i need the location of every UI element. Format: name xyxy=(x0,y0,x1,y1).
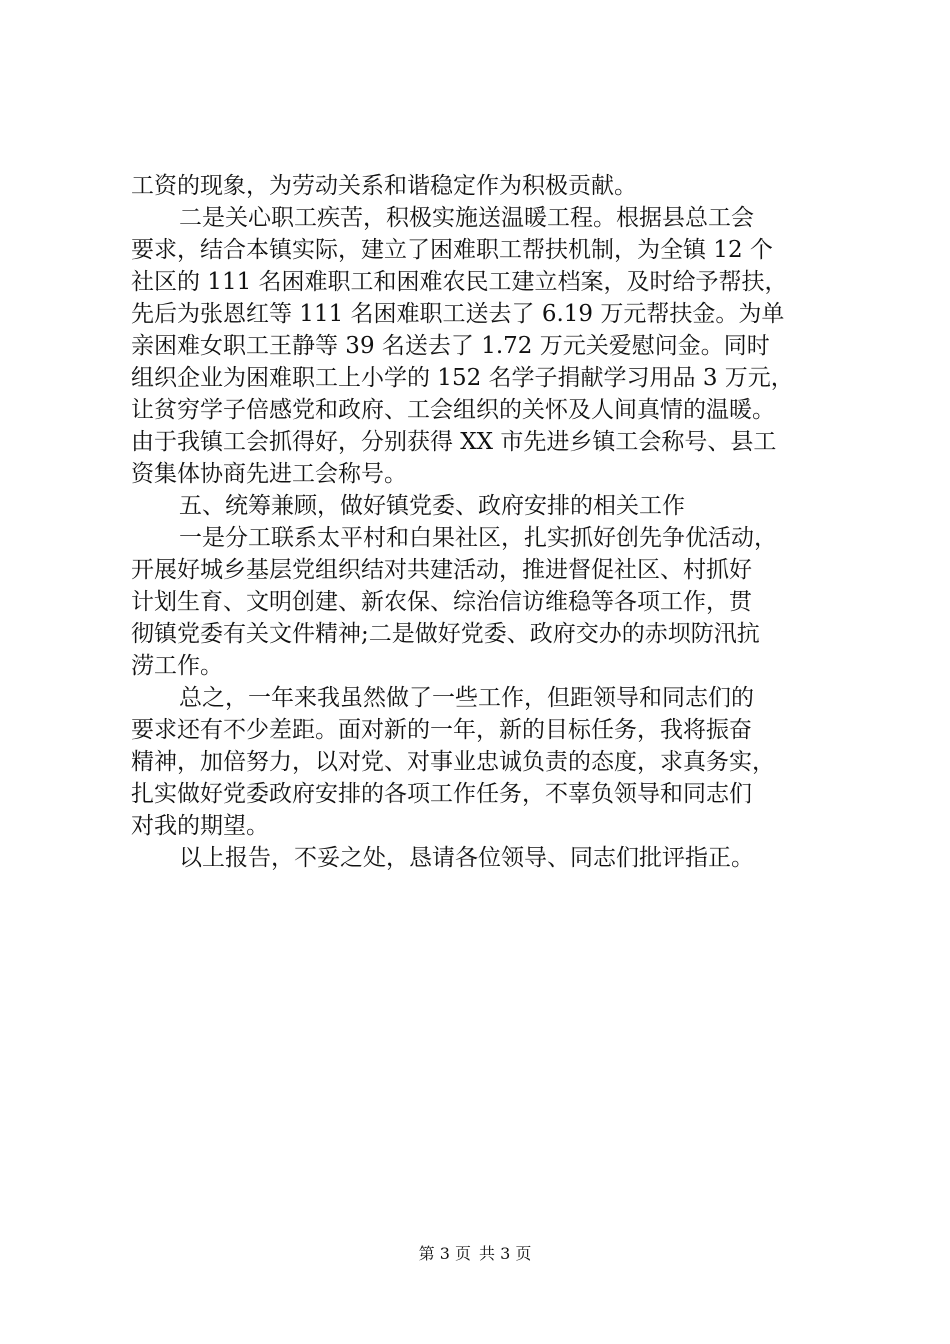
document-body xyxy=(131,170,831,874)
text-line: 扎实做好党委政府安排的各项工作任务，不辜负领导和同志们 xyxy=(131,781,752,807)
text-line: 社区的 111 名困难职工和困难农民工建立档案，及时给予帮扶， xyxy=(131,269,788,295)
text-line: 工资的现象，为劳动关系和谐稳定作为积极贡献。 xyxy=(131,173,637,199)
text-line: 彻镇党委有关文件精神;二是做好党委、政府交办的赤坝防汛抗 xyxy=(131,621,760,647)
text-line: 组织企业为困难职工上小学的 152 名学子捐献学习用品 3 万元， xyxy=(131,365,794,391)
text-line: 涝工作。 xyxy=(131,653,223,679)
text-line: 要求，结合本镇实际，建立了困难职工帮扶机制，为全镇 12 个 xyxy=(131,237,773,263)
page-footer xyxy=(0,1243,950,1265)
text-line: 让贫穷学子倍感党和政府、工会组织的关怀及人间真情的温暖。 xyxy=(131,397,775,423)
paragraph-start-line: 二是关心职工疾苦，积极实施送温暖工程。根据县总工会 xyxy=(179,205,754,231)
closing-line: 以上报告，不妥之处，恳请各位领导、同志们批评指正。 xyxy=(179,845,754,871)
paragraph-start-line: 总之，一年来我虽然做了一些工作，但距领导和同志们的 xyxy=(179,685,754,711)
page-number: 第 3 页 xyxy=(418,1244,471,1263)
text-line: 精神，加倍努力，以对党、对事业忠诚负责的态度，求真务实， xyxy=(131,749,775,775)
text-line: 开展好城乡基层党组织结对共建活动，推进督促社区、村抓好 xyxy=(131,557,752,583)
section-heading: 五、统筹兼顾，做好镇党委、政府安排的相关工作 xyxy=(179,493,685,519)
text-line: 资集体协商先进工会称号。 xyxy=(131,461,407,487)
text-line: 对我的期望。 xyxy=(131,813,269,839)
text-line: 要求还有不少差距。面对新的一年，新的目标任务，我将振奋 xyxy=(131,717,752,743)
text-line: 计划生育、文明创建、新农保、综治信访维稳等各项工作，贯 xyxy=(131,589,752,615)
text-line: 先后为张恩红等 111 名困难职工送去了 6.19 万元帮扶金。为单 xyxy=(131,301,785,327)
paragraph-start-line: 一是分工联系太平村和白果社区，扎实抓好创先争优活动， xyxy=(179,525,777,551)
page-total: 共 3 页 xyxy=(479,1244,532,1263)
text-line: 由于我镇工会抓得好，分别获得 XX 市先进乡镇工会称号、县工 xyxy=(131,429,777,455)
text-line: 亲困难女职工王静等 39 名送去了 1.72 万元关爱慰问金。同时 xyxy=(131,333,770,359)
